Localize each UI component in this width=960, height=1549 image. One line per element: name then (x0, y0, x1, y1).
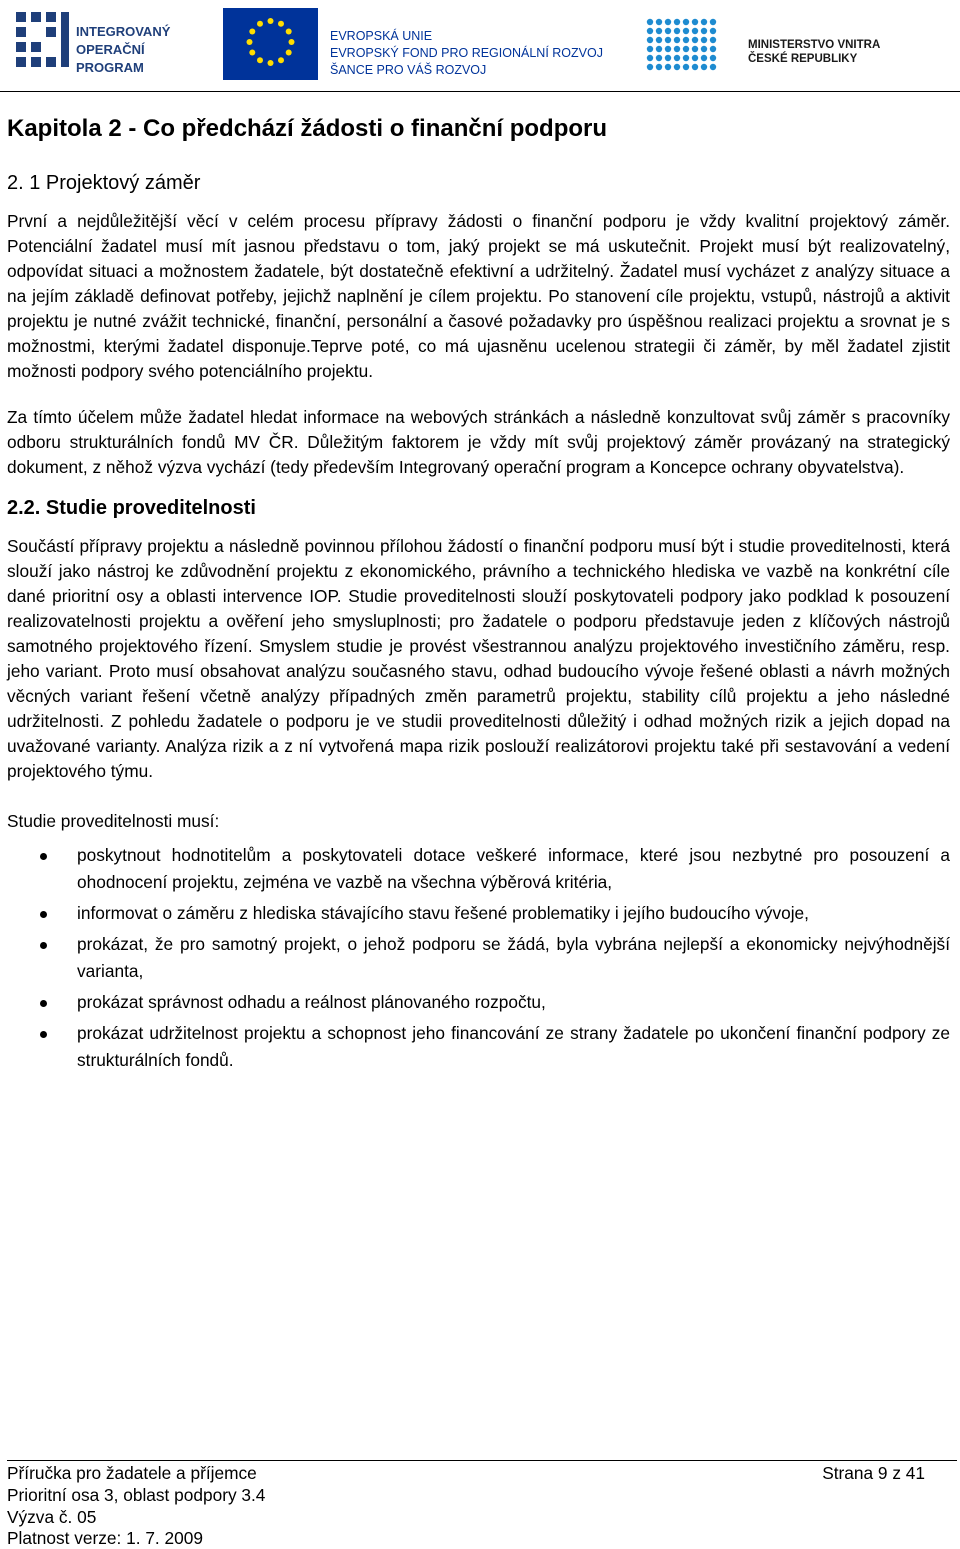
list-item: poskytnout hodnotitelům a poskytovateli dotace veškeré informace, které jsou nezbytné pro posouzení a ohodnocení projektu, zejména ve vazbě na všechna výběrová kritéria, (7, 842, 950, 896)
footer-manual-title: Příručka pro žadatele a příjemce (7, 1463, 257, 1483)
paragraph-3: Součástí přípravy projektu a následně povinnou přílohou žádostí o finanční podporu musí být i studie proveditelnosti, která slouží jako nástroj ke zdůvodnění projektu z ekonomického, právního a technického hlediska ve vazbě na konkrétní cíle dané prioritní osy a oblasti intervence IOP. Studie proveditelnosti slouží poskytovateli podpory jako podklad k posouzení realizovatelnosti projektu a ověření jeho smysluplnosti; pro žadatele o podporu představuje jeden z klíčových nástrojů samotného projektového řízení. Smyslem studie je provést všestrannou analýzu projektového investičního záměru, resp. jeho variant. Proto musí obsahovat analýzu současného stavu, odhad budoucího vývoje řešené oblasti a návrh možných věcných variant řešení včetně analýzy případných změn parametrů projektu, stability cílů projektu a jeho následné udržitelnosti. Z pohledu žadatele o podporu je ve studii proveditelnosti důležitý i odhad možných rizik a jejich dopad na uvažované varianty. Analýza rizik a z ní vytvořená mapa rizik poslouží realizátorovi projektu také při sestavování a vedení projektového týmu. (7, 536, 950, 781)
section-heading-projektovy-zamer: 2. 1 Projektový záměr (7, 172, 201, 194)
header-divider (0, 91, 960, 92)
footer-call-number: Výzva č. 05 (7, 1507, 97, 1527)
footer-divider (7, 1460, 957, 1461)
chapter-title: Kapitola 2 - Co předchází žádosti o finanční podporu (7, 115, 608, 142)
list-item: prokázat správnost odhadu a reálnost plánovaného rozpočtu, (7, 989, 950, 1016)
list-intro: Studie proveditelnosti musí: (7, 811, 220, 831)
eu-logo-line-2: EVROPSKÝ FOND PRO REGIONÁLNÍ ROZVOJ (330, 46, 603, 60)
mv-logo (640, 0, 960, 90)
bullet-icon (40, 853, 47, 860)
requirements-list (7, 842, 950, 1074)
bullet-icon (40, 1000, 47, 1007)
section-heading-studie-proveditelnosti: 2.2. Studie proveditelnosti (7, 497, 256, 519)
mv-logo-line-1: MINISTERSTVO VNITRA (748, 39, 881, 51)
footer-version: Platnost verze: 1. 7. 2009 (7, 1528, 203, 1548)
document-body (7, 113, 950, 1078)
iop-logo-line-1: INTEGROVANÝ (76, 24, 171, 39)
list-item: prokázat udržitelnost projektu a schopnost jeho financování ze strany žadatele po ukončení finanční podpory ze strukturálních fondů. (7, 1020, 950, 1074)
mv-logo-line-2: ČESKÉ REPUBLIKY (748, 53, 858, 65)
bullet-icon (40, 911, 47, 918)
list-item: prokázat, že pro samotný projekt, o jehož podporu se žádá, byla vybrána nejlepší a ekonomicky nejvýhodnější varianta, (7, 931, 950, 985)
bullet-icon (40, 942, 47, 949)
iop-logo-line-2: OPERAČNÍ (76, 42, 145, 57)
eu-logo-line-3: ŠANCE PRO VÁŠ ROZVOJ (330, 63, 487, 77)
iop-logo (0, 0, 208, 90)
paragraph-1: První a nejdůležitější věcí v celém procesu přípravy žádosti o finanční podporu je vždy kvalitní projektový záměr. Potenciální žadatel musí mít jasnou představu o tom, jaký projekt se má uskutečnit. Projekt musí být realizovatelný, odpovídat situaci a možnostem žadatele, být dostatečně efektivní a udržitelný. Žadatel musí vycházet z analýzy situace a na jejím základě definovat potřeby, jejichž naplnění je cílem projektu. Po stanovení cíle projektu, vstupů, nástrojů a aktivit projektu je nutné zvážit technické, finanční, personální a časové požadavky pro úspěšnou realizaci projektu a srovnat je s možnostmi, kterými žadatel disponuje.Teprve poté, co má ujasněnu ucelenou strategii či záměr, by měl žadatel zjistit možnosti podpory svého potenciálního projektu. (7, 211, 950, 381)
bullet-icon (40, 1031, 47, 1038)
list-item: informovat o záměru z hlediska stávajícího stavu řešené problematiky i jejího budoucího vývoje, (7, 900, 950, 927)
mv-dots-icon (647, 19, 716, 70)
eu-logo-line-1: EVROPSKÁ UNIE (330, 29, 433, 43)
paragraph-2: Za tímto účelem může žadatel hledat informace na webových stránkách a následně konzultovat svůj záměr s pracovníky odboru strukturálních fondů MV ČR. Důležitým faktorem je vždy mít svůj projektový záměr provázaný na strategický dokument, z něhož výzva vychází (tedy především Integrovaný operační program a Koncepce ochrany obyvatelstva). (7, 407, 950, 477)
page-header (0, 0, 960, 92)
page-number: Strana 9 z 41 (822, 1463, 925, 1483)
iop-logo-line-3: PROGRAM (76, 60, 144, 75)
eu-logo (220, 0, 626, 90)
footer-priority-axis: Prioritní osa 3, oblast podpory 3.4 (7, 1485, 266, 1505)
